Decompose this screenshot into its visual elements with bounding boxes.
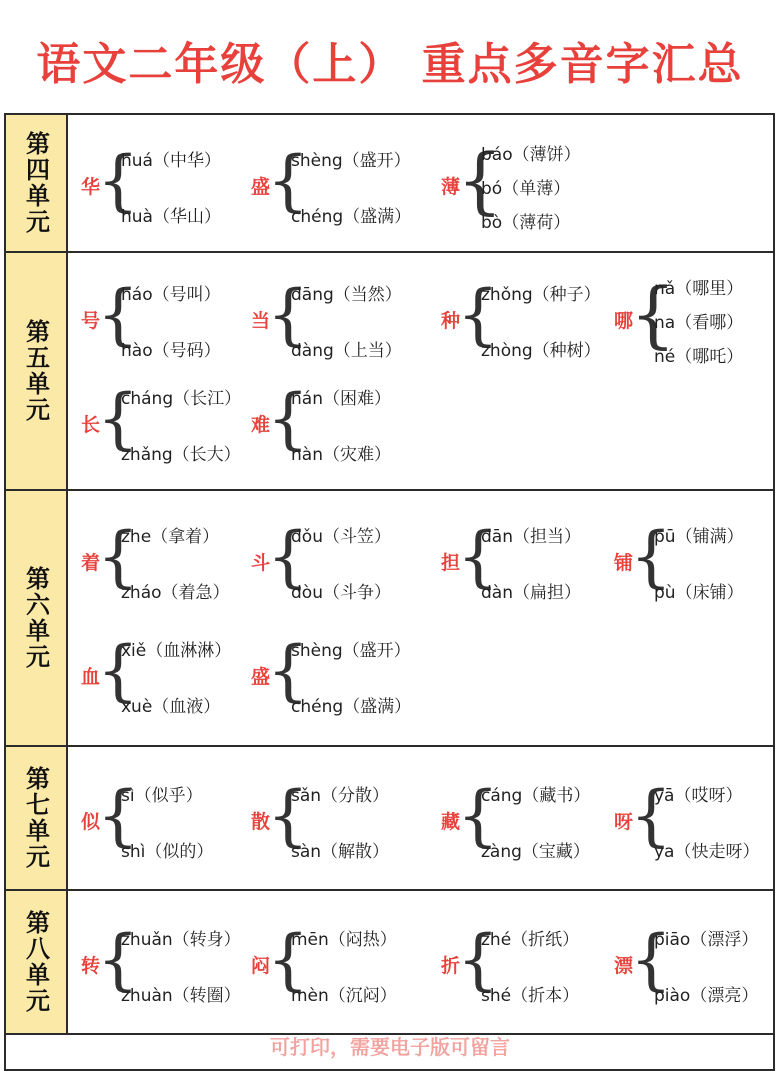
brace-icon: { <box>457 517 499 595</box>
pinyin-reading: dǒu（斗笠） <box>291 527 391 547</box>
pinyin-reading: nán（困难） <box>291 389 391 409</box>
polyphone-char: 号 <box>81 310 101 332</box>
unit-row <box>6 747 773 891</box>
polyphone-char: 担 <box>441 552 461 574</box>
pinyin-reading: huá（中华） <box>121 151 221 171</box>
pinyin-reading: mēn（闷热） <box>291 930 397 950</box>
unit-label <box>6 253 68 489</box>
polyphone-entry <box>614 517 780 603</box>
brace-icon: { <box>457 920 499 998</box>
polyphone-entry <box>614 776 780 862</box>
brace-icon: { <box>630 517 672 595</box>
polyphone-char: 血 <box>81 666 101 688</box>
polyphone-char: 散 <box>251 811 271 833</box>
pinyin-reading: bò（薄荷） <box>481 213 571 233</box>
pinyin-reading: dòu（斗争） <box>291 583 391 603</box>
polyphone-entry <box>81 631 251 717</box>
brace-icon: { <box>267 920 309 998</box>
polyphone-entry <box>441 920 611 1006</box>
polyphone-char: 着 <box>81 552 101 574</box>
polyphone-char: 漂 <box>614 955 634 977</box>
pinyin-reading: zhǒng（种子） <box>481 285 601 305</box>
unit-label <box>6 491 68 745</box>
pinyin-reading: cháng（长江） <box>121 389 242 409</box>
polyphone-entry <box>441 776 611 862</box>
pinyin-reading: pù（床铺） <box>654 583 744 603</box>
pinyin-reading: zhe（拿着） <box>121 527 220 547</box>
polyphone-char: 哪 <box>614 310 634 332</box>
polyphone-char: 华 <box>81 176 101 198</box>
polyphone-entry <box>81 517 251 603</box>
pinyin-reading: dàn（扁担） <box>481 583 581 603</box>
pinyin-reading: huà（华山） <box>121 207 221 227</box>
pinyin-reading: báo（薄饼） <box>481 145 581 165</box>
brace-icon: { <box>267 141 309 219</box>
pinyin-reading: zhǎng（长大） <box>121 445 241 465</box>
pinyin-reading: zhuǎn（转身） <box>121 930 241 950</box>
pinyin-reading: háo（号叫） <box>121 285 221 305</box>
brace-icon: { <box>97 275 139 353</box>
unit-label-text: 第八单元 <box>21 910 50 1014</box>
pinyin-reading: shé（折本） <box>481 986 580 1006</box>
pinyin-reading: pū（铺满） <box>654 527 744 547</box>
unit-row <box>6 491 773 747</box>
polyphone-char: 闷 <box>251 955 271 977</box>
polyphone-entry <box>81 275 251 361</box>
polyphone-char: 当 <box>251 310 271 332</box>
pinyin-reading: zhé（折纸） <box>481 930 580 950</box>
unit-row <box>6 891 773 1035</box>
polyphone-char: 种 <box>441 310 461 332</box>
polyphone-entry <box>81 141 251 227</box>
pinyin-reading: chéng（盛满） <box>291 207 412 227</box>
brace-icon: { <box>457 275 499 353</box>
pinyin-reading: zhòng（种树） <box>481 341 601 361</box>
brace-icon: { <box>630 776 672 854</box>
pinyin-reading: xuè（血液） <box>121 697 221 717</box>
polyphone-entry <box>441 275 611 361</box>
pinyin-reading: bó（单薄） <box>481 179 571 199</box>
brace-icon: { <box>267 631 309 709</box>
polyphone-entry <box>251 379 421 465</box>
brace-icon: { <box>97 631 139 709</box>
polyphone-char: 似 <box>81 811 101 833</box>
brace-icon: { <box>267 776 309 854</box>
unit-row <box>6 115 773 253</box>
pinyin-reading: zhuàn（转圈） <box>121 986 241 1006</box>
polyphone-entry <box>81 776 251 862</box>
polyphone-entry <box>81 379 251 465</box>
unit-label <box>6 891 68 1033</box>
brace-icon: { <box>97 379 139 457</box>
pinyin-reading: shèng（盛开） <box>291 641 411 661</box>
polyphone-entry <box>81 920 251 1006</box>
brace-icon: { <box>630 920 672 998</box>
pinyin-reading: dāng（当然） <box>291 285 402 305</box>
brace-icon: { <box>97 776 139 854</box>
brace-icon: { <box>97 517 139 595</box>
pinyin-reading: shèng（盛开） <box>291 151 411 171</box>
polyphone-entry <box>251 275 421 361</box>
pinyin-reading: sàn（解散） <box>291 842 390 862</box>
polyphone-entry <box>251 631 421 717</box>
pinyin-reading: na（看哪） <box>654 313 744 333</box>
pinyin-reading: nǎ（哪里） <box>654 279 744 299</box>
pinyin-reading: ya（快走呀） <box>654 842 760 862</box>
pinyin-reading: xiě（血淋淋） <box>121 641 232 661</box>
polyphone-char: 盛 <box>251 176 271 198</box>
unit-label-text: 第五单元 <box>21 319 50 423</box>
brace-icon: { <box>267 379 309 457</box>
pinyin-reading: chéng（盛满） <box>291 697 412 717</box>
pinyin-reading: zháo（着急） <box>121 583 230 603</box>
pinyin-reading: sǎn（分散） <box>291 786 390 806</box>
pinyin-reading: sì（似乎） <box>121 786 203 806</box>
polyphone-char: 藏 <box>441 811 461 833</box>
polyphone-entry <box>441 138 611 233</box>
brace-icon: { <box>457 138 503 223</box>
polyphone-char: 斗 <box>251 552 271 574</box>
polyphone-char: 难 <box>251 414 271 436</box>
brace-icon: { <box>97 920 139 998</box>
page-title: 语文二年级（上） 重点多音字汇总 <box>36 39 744 90</box>
pinyin-reading: dān（担当） <box>481 527 581 547</box>
pinyin-reading: nàn（灾难） <box>291 445 391 465</box>
unit-label <box>6 115 68 251</box>
polyphone-entry <box>251 141 421 227</box>
pinyin-reading: mèn（沉闷） <box>291 986 397 1006</box>
brace-icon: { <box>267 517 309 595</box>
brace-icon: { <box>457 776 499 854</box>
pinyin-reading: shì（似的） <box>121 842 214 862</box>
unit-label-text: 第四单元 <box>21 131 50 235</box>
pinyin-reading: dàng（上当） <box>291 341 402 361</box>
footer-note: 可打印，需要电子版可留言 <box>270 1035 510 1059</box>
pinyin-reading: né（哪吒） <box>654 347 744 367</box>
polyphone-char: 铺 <box>614 552 634 574</box>
polyphone-char: 呀 <box>614 811 634 833</box>
polyphone-entry <box>251 517 421 603</box>
brace-icon: { <box>97 141 139 219</box>
polyphone-char: 转 <box>81 955 101 977</box>
unit-label <box>6 747 68 889</box>
unit-label-text: 第七单元 <box>21 766 50 870</box>
pinyin-reading: hào（号码） <box>121 341 221 361</box>
unit-row <box>6 253 773 491</box>
pinyin-reading: yā（哎呀） <box>654 786 743 806</box>
polyphone-char: 盛 <box>251 666 271 688</box>
brace-icon: { <box>267 275 309 353</box>
unit-label-text: 第六单元 <box>21 566 50 670</box>
polyphone-entry <box>614 272 780 367</box>
brace-icon: { <box>630 272 676 357</box>
polyphone-char: 薄 <box>441 176 461 198</box>
polyphone-entry <box>251 920 421 1006</box>
polyphone-char: 折 <box>441 955 461 977</box>
polyphone-char: 长 <box>81 414 101 436</box>
pinyin-reading: piào（漂亮） <box>654 986 759 1006</box>
polyphone-table <box>4 113 775 1071</box>
pinyin-reading: zàng（宝藏） <box>481 842 590 862</box>
pinyin-reading: cáng（藏书） <box>481 786 591 806</box>
polyphone-entry <box>251 776 421 862</box>
pinyin-reading: piāo（漂浮） <box>654 930 759 950</box>
polyphone-entry <box>441 517 611 603</box>
polyphone-entry <box>614 920 780 1006</box>
